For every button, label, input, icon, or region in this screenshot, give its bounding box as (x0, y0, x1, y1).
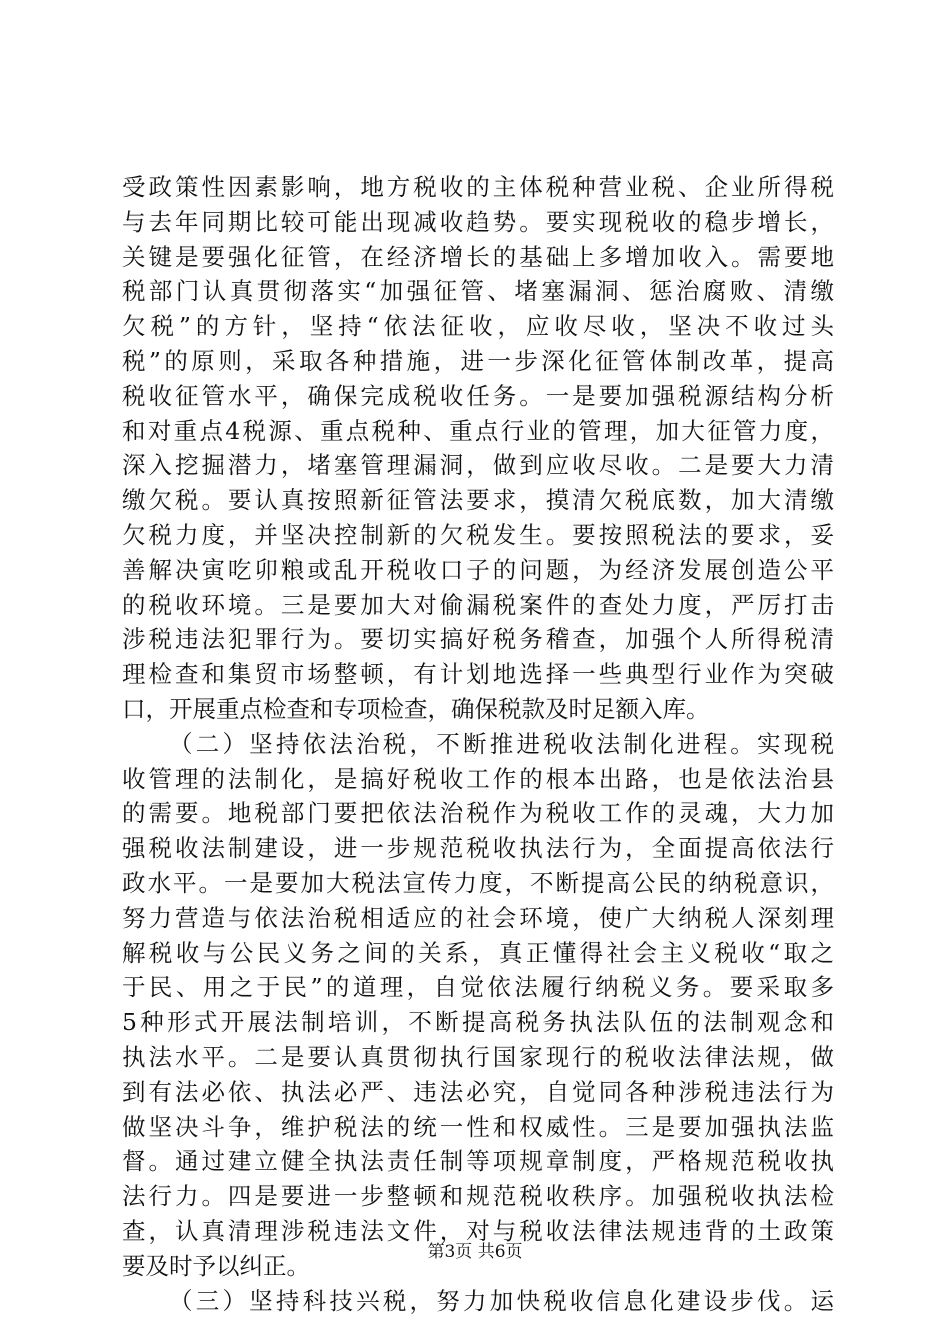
text-line: 受政策性因素影响，地方税收的主体税种营业税、企业所得税 (122, 173, 834, 201)
text-line: 5种形式开展法制培训，不断提高税务执法队伍的法制观念和 (122, 1008, 834, 1037)
page-number-footer: 第3页 共6页 (427, 1242, 523, 1262)
text-line: 收管理的法制化，是搞好税收工作的根本出路，也是依法治县 (122, 764, 834, 793)
text-line: 欠税”的方针，坚持“依法征收，应收尽收，坚决不收过头 (122, 312, 834, 341)
text-line: 税收征管水平，确保完成税收任务。一是要加强税源结构分析 (122, 381, 834, 410)
text-line: 缴欠税。要认真按照新征管法要求，摸清欠税底数，加大清缴 (122, 486, 834, 515)
text-line: 努力营造与依法治税相适应的社会环境，使广大纳税人深刻理 (122, 903, 834, 932)
text-line: 税部门认真贯彻落实“加强征管、堵塞漏洞、惩治腐败、清缴 (122, 277, 834, 306)
text-line: 口，开展重点检查和专项检查，确保税款及时足额入库。 (122, 694, 710, 723)
text-line: 深入挖掘潜力，堵塞管理漏洞，做到应收尽收。二是要大力清 (122, 451, 834, 480)
text-line: 理检查和集贸市场整顿，有计划地选择一些典型行业作为突破 (122, 660, 834, 689)
section-heading-line: （二）坚持依法治税，不断推进税收法制化进程。实现税 (169, 729, 834, 758)
text-line: 查，认真清理涉税违法文件，对与税收法律法规违背的土政策 (122, 1216, 834, 1245)
text-line: 关键是要强化征管，在经济增长的基础上多增加收入。需要地 (122, 242, 834, 271)
text-line: 强税收法制建设，进一步规范税收执法行为，全面提高依法行 (122, 834, 834, 863)
text-line: 要及时予以纠正。 (122, 1251, 310, 1280)
text-line: 的需要。地税部门要把依法治税作为税收工作的灵魂，大力加 (122, 799, 834, 828)
text-line: 的税收环境。三是要加大对偷漏税案件的查处力度，严厉打击 (122, 590, 834, 619)
text-line: 欠税力度，并坚决控制新的欠税发生。要按照税法的要求，妥 (122, 520, 834, 549)
text-line: 政水平。一是要加大税法宣传力度，不断提高公民的纳税意识， (122, 868, 834, 897)
text-line: 于民、用之于民”的道理，自觉依法履行纳税义务。要采取多 (122, 973, 834, 1002)
text-line: 法行力。四是要进一步整顿和规范税收秩序。加强税收执法检 (122, 1182, 834, 1211)
document-body (122, 170, 834, 1318)
text-line: 执法水平。二是要认真贯彻执行国家现行的税收法律法规，做 (122, 1042, 834, 1071)
text-line: 解税收与公民义务之间的关系，真正懂得社会主义税收“取之 (122, 938, 834, 967)
text-line: 督。通过建立健全执法责任制等项规章制度，严格规范税收执 (122, 1147, 834, 1176)
text-line: 和对重点4税源、重点税种、重点行业的管理，加大征管力度， (122, 416, 834, 445)
text-line: 善解决寅吃卯粮或乱开税收口子的问题，为经济发展创造公平 (122, 555, 834, 584)
text-line: 税”的原则，采取各种措施，进一步深化征管体制改革，提高 (122, 346, 834, 375)
section-heading-line: （三）坚持科技兴税，努力加快税收信息化建设步伐。运 (169, 1286, 834, 1315)
text-line: 涉税违法犯罪行为。要切实搞好税务稽查，加强个人所得税清 (122, 625, 834, 654)
text-line: 做坚决斗争，维护税法的统一性和权威性。三是要加强执法监 (122, 1112, 834, 1141)
text-line: 与去年同期比较可能出现减收趋势。要实现税收的稳步增长， (122, 207, 834, 236)
text-line: 到有法必依、执法必严、违法必究，自觉同各种涉税违法行为 (122, 1077, 834, 1106)
